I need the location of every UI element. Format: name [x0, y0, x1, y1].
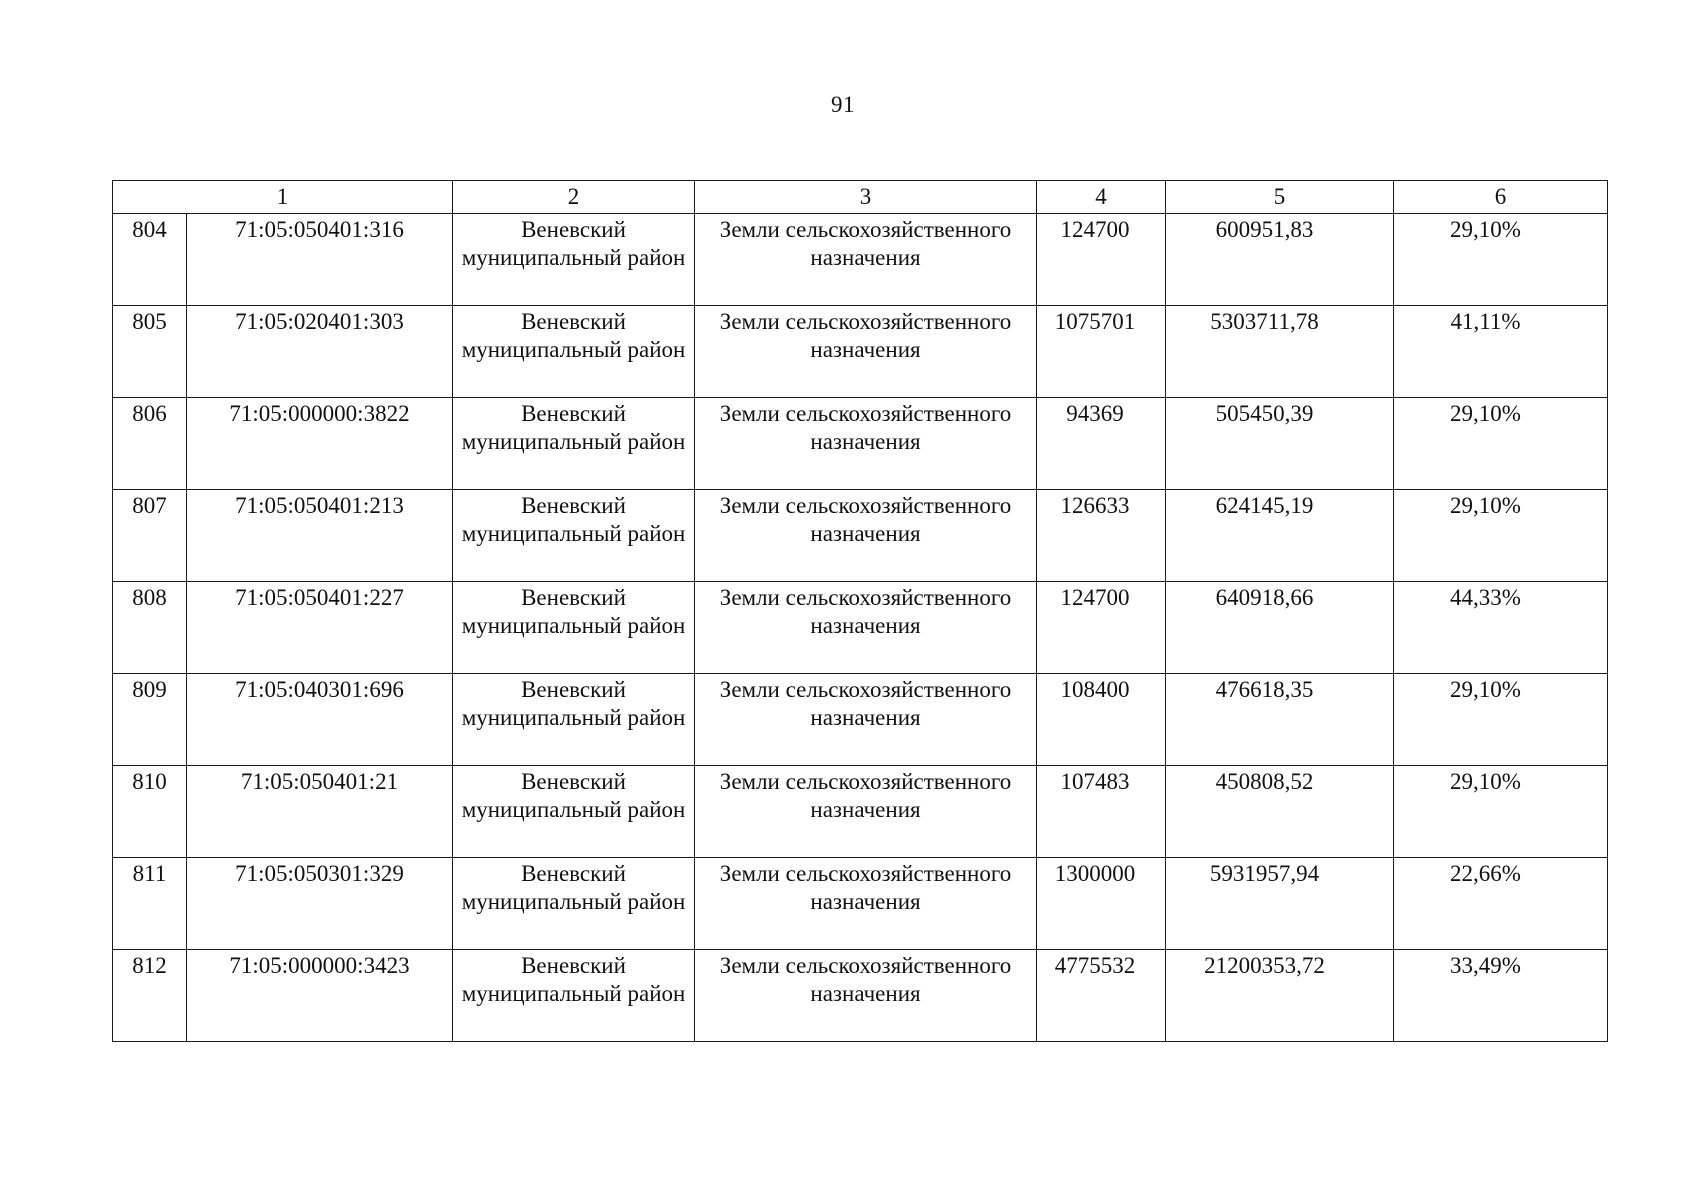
land-category: Земли сельскохозяйственного назначения: [695, 214, 1037, 306]
header-row: [113, 181, 1608, 214]
row-number: 804: [113, 214, 187, 306]
land-category: Земли сельскохозяйственного назначения: [695, 858, 1037, 950]
cadastral-value: 5303711,78: [1166, 306, 1394, 398]
area: 4775532: [1037, 950, 1166, 1042]
cadastral-value: 600951,83: [1166, 214, 1394, 306]
land-category: Земли сельскохозяйственного назначения: [695, 950, 1037, 1042]
cadastral-number: 71:05:020401:303: [187, 306, 453, 398]
cadastral-number: 71:05:050301:329: [187, 858, 453, 950]
percent: 41,11%: [1394, 306, 1608, 398]
area: 107483: [1037, 766, 1166, 858]
row-number: 805: [113, 306, 187, 398]
cadastral-number: 71:05:050401:21: [187, 766, 453, 858]
land-category: Земли сельскохозяйственного назначения: [695, 306, 1037, 398]
percent: 44,33%: [1394, 582, 1608, 674]
column-header: 1: [113, 181, 453, 214]
table-row: [113, 398, 1608, 490]
district: Веневский муниципальный район: [453, 858, 695, 950]
land-category: Земли сельскохозяйственного назначения: [695, 490, 1037, 582]
district: Веневский муниципальный район: [453, 582, 695, 674]
area: 108400: [1037, 674, 1166, 766]
row-number: 809: [113, 674, 187, 766]
row-number: 808: [113, 582, 187, 674]
percent: 29,10%: [1394, 674, 1608, 766]
row-number: 807: [113, 490, 187, 582]
percent: 29,10%: [1394, 398, 1608, 490]
percent: 22,66%: [1394, 858, 1608, 950]
percent: 33,49%: [1394, 950, 1608, 1042]
district: Веневский муниципальный район: [453, 214, 695, 306]
land-category: Земли сельскохозяйственного назначения: [695, 674, 1037, 766]
column-header: 3: [695, 181, 1037, 214]
cadastral-value: 21200353,72: [1166, 950, 1394, 1042]
cadastral-number: 71:05:040301:696: [187, 674, 453, 766]
row-number: 810: [113, 766, 187, 858]
percent: 29,10%: [1394, 214, 1608, 306]
table-row: [113, 858, 1608, 950]
area: 124700: [1037, 582, 1166, 674]
cadastral-value: 640918,66: [1166, 582, 1394, 674]
table-row: [113, 766, 1608, 858]
land-category: Земли сельскохозяйственного назначения: [695, 766, 1037, 858]
table-row: [113, 306, 1608, 398]
cadastral-value: 624145,19: [1166, 490, 1394, 582]
land-category: Земли сельскохозяйственного назначения: [695, 582, 1037, 674]
district: Веневский муниципальный район: [453, 950, 695, 1042]
district: Веневский муниципальный район: [453, 306, 695, 398]
page-number: 91: [831, 92, 855, 117]
table-row: [113, 214, 1608, 306]
column-header: 4: [1037, 181, 1166, 214]
area: 1075701: [1037, 306, 1166, 398]
percent: 29,10%: [1394, 766, 1608, 858]
cadastral-value: 5931957,94: [1166, 858, 1394, 950]
table-row: [113, 674, 1608, 766]
cadastral-value: 450808,52: [1166, 766, 1394, 858]
district: Веневский муниципальный район: [453, 490, 695, 582]
cadastral-value: 476618,35: [1166, 674, 1394, 766]
land-plots-table: [112, 180, 1608, 1042]
cadastral-number: 71:05:000000:3822: [187, 398, 453, 490]
cadastral-number: 71:05:050401:227: [187, 582, 453, 674]
column-header: 2: [453, 181, 695, 214]
district: Веневский муниципальный район: [453, 398, 695, 490]
area: 1300000: [1037, 858, 1166, 950]
land-category: Земли сельскохозяйственного назначения: [695, 398, 1037, 490]
cadastral-number: 71:05:050401:316: [187, 214, 453, 306]
row-number: 806: [113, 398, 187, 490]
row-number: 812: [113, 950, 187, 1042]
column-header: 6: [1394, 181, 1608, 214]
table-row: [113, 950, 1608, 1042]
percent: 29,10%: [1394, 490, 1608, 582]
cadastral-number: 71:05:050401:213: [187, 490, 453, 582]
district: Веневский муниципальный район: [453, 766, 695, 858]
table-row: [113, 490, 1608, 582]
area: 94369: [1037, 398, 1166, 490]
area: 124700: [1037, 214, 1166, 306]
area: 126633: [1037, 490, 1166, 582]
cadastral-value: 505450,39: [1166, 398, 1394, 490]
cadastral-number: 71:05:000000:3423: [187, 950, 453, 1042]
row-number: 811: [113, 858, 187, 950]
table-row: [113, 582, 1608, 674]
column-header: 5: [1166, 181, 1394, 214]
district: Веневский муниципальный район: [453, 674, 695, 766]
